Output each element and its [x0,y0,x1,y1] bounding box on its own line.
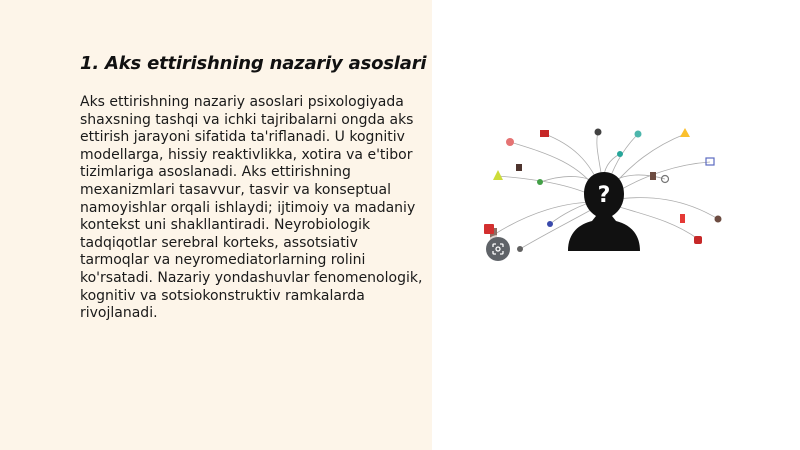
lock-icon [694,236,702,244]
cup-icon [484,224,494,234]
chat-icon [635,131,642,138]
screen-icon [706,158,714,165]
triangle-icon [493,170,503,180]
gear-icon [517,246,523,252]
hand-icon [650,172,656,180]
lens-search-icon [491,242,505,256]
slide-body-text: Aks ettirishning nazariy asoslari psixologiyada shaxsning tashqi va ichki tajribalarni ongda aks ettirish jarayoni sifatida ta'riflanadi. U kognitiv modellarga, hissiy reaktivlikka, xotira va e'tibor tizimlariga asoslanadi. Aks ettirishning mexanizmlari tasavvur, tasvir va konseptual namoyishlar orqali ishlaydi; ijtimoiy va madaniy kontekst uni shakllantiradi. Neyrobiologik tadqiqotlar serebral korteks, assotsiativ tarmoqlar va neyromediatorlarning rolini ko'rsatadi. Nazariy yondashuvlar fenomenologik, kognitiv va sotsiokonstruktiv ramkalarda rivojlanadi. [80,94,423,322]
head-silhouette-question-icon [568,172,640,251]
lens-search-button[interactable] [486,237,510,261]
shoe-icon [516,164,522,171]
mind-illustration [480,124,728,264]
eye-icon [537,179,543,185]
book-icon [540,130,549,137]
slide-title: 1. Aks ettirishning nazariy asoslari [80,53,427,74]
bottle-icon [680,214,685,223]
star-icon [617,151,623,157]
person-icon [595,129,602,136]
globe-icon [547,221,553,227]
bulb-icon [680,128,690,137]
question-mark: ? [597,183,611,208]
pair-icon [715,216,722,223]
heart-icon [506,138,514,146]
